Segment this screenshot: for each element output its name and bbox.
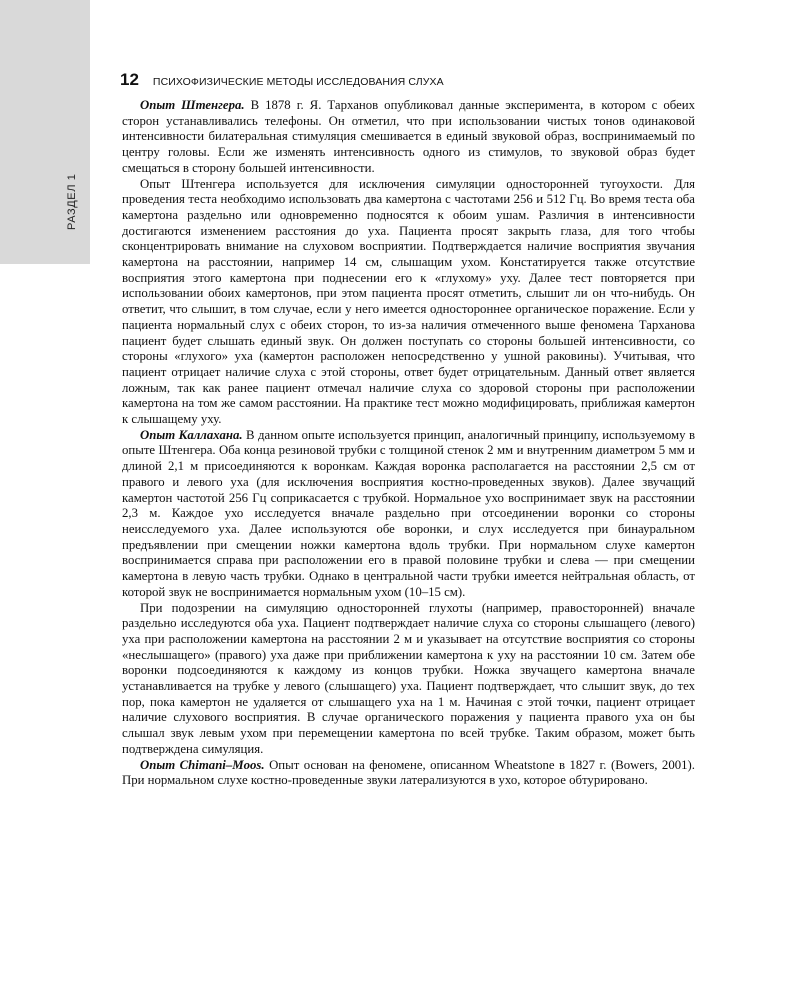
paragraph-stenger-procedure [122,177,695,428]
run-in-heading-stenger: Опыт Штенгера. [140,98,245,112]
section-side-tab-label: РАЗДЕЛ 1 [66,173,78,230]
paragraph-callahan-simulation [122,601,695,758]
paragraph-callahan-intro [122,428,695,601]
paragraph-text: Опыт основан на феномене, описанном Wheatstone в 1827 г. (Bowers, 2001). При нормальном слухе костно-проведенные звуки латерализуются в ухо, которое обтурировано. [122,757,695,788]
run-in-heading-callahan: Опыт Каллахана. [140,427,243,442]
running-head: ПСИХОФИЗИЧЕСКИЕ МЕТОДЫ ИССЛЕДОВАНИЯ СЛУХА [152,76,444,88]
paragraph-text: В данном опыте используется принцип, аналогичный принципу, используемому в опыте Штенгера. Оба конца резиновой трубки с толщиной стенок 2 мм и внутренним диаметром 5 мм и длиной 2,1 м присоединяются к воронкам. Каждая воронка располагается на расстоянии 2,5 см от правого и левого уха (для исключения восприятия костно-проведенных звуков). Далее звучащий камертон частотой 256 Гц соприкасается с трубкой. Нормальное ухо воспринимает звук на расстоянии 2,3 м. Каждое ухо исследуется вначале раздельно при отсоединении воронки со стороны неисследуемого уха. Далее используются обе воронки, и слух исследуется при бинауральном предъявлении при смещении ножки камертона вдоль трубки. При нормальном слухе камертон воспринимается справа при расположении его в правой половине трубки и слева — при смещении камертона в левую часть трубки. Однако в центральной части трубки имеется нейтральная область, от которой звук не воспринимается нормальным ухом (10–15 см). [122,427,695,599]
page-body [122,98,695,789]
paragraph-text: Опыт Штенгера используется для исключения симуляции односторонней тугоухости. Для проведения теста необходимо использовать два камертона с частотами 256 и 512 Гц. Во время теста оба камертона раздельно или одновременно подносятся к обоим ушам. Различия в интенсивности достигаются изменением расстояния до уха. Пациента просят закрыть глаза, для того чтобы сконцентрировать внимание на слуховом восприятии. Подтверждается наличие восприятия звучания камертона на расстоянии, например 14 см, слышащим ухом. Констатируется также отсутствие восприятия этого камертона при поднесении его к «глухому» уху. Далее тест повторяется при использовании обоих камертонов, при этом пациента просят отметить, слышит ли он что-нибудь. Он ответит, что слышит, в том случае, если у него имеется одностороннее органическое поражение. Если у пациента нормальный слух с обеих сторон, то из-за наличия отмеченного выше феномена Тарханова пациент будет слышать единый звук. Он должен поступать со стороны большей интенсивности, со стороны «глухого» уха (камертон расположен непосредственно у ушной раковины). Учитывая, что пациент отрицает наличие слуха с этой стороны, ответ будет отрицательным. Данный ответ является ложным, так как ранее пациент отмечал наличие слуха со здоровой стороны при расположении камертона на том же самом расстоянии. На практике тест можно модифицировать, приближая камертон к слышащему уху. [122,176,695,427]
paragraph-text: При подозрении на симуляцию односторонней глухоты (например, правосторонней) вначале раздельно исследуются оба уха. Пациент подтверждает наличие слуха со стороны слышащего (левого) уха при расположении камертона на расстоянии 2 м и указывает на отсутствие восприятия со стороны «неслышащего» (правого) уха даже при приближении камертона к уху на расстоянии 10 см. Затем обе воронки подсоединяются к каждому из концов трубки. Ножка звучащего камертона вначале устанавливается на трубке у левого (слышащего) уха. Пациент подтверждает, что слышит звук, до тех пор, пока камертон не удаляется от слышащего уха на 1 м. Начиная с этой точки, пациент отрицает наличие слухового восприятия. В случае органического поражения у пациента правого уха он бы слышал звук левым ухом при перемещении камертона по всей трубке. Таким образом, может быть подтверждена симуляция. [122,600,695,756]
section-side-tab-label-wrap [66,170,80,230]
paragraph-stenger-intro [122,98,695,177]
run-in-heading-chimani-moos: Опыт Chimani–Moos. [140,757,265,772]
paragraph-text: В 1878 г. Я. Тарханов опубликовал данные эксперимента, в котором с обеих сторон устанавливались телефоны. Он отметил, что при использовании чистых тонов одинаковой интенсивности билатеральная стимуляция смешивается в единый звуковой образ, воспринимаемый по центру головы. Если же изменять интенсивность одного из стимулов, то звуковой образ будет смещаться в сторону большей интенсивности. [122,98,695,175]
paragraph-chimani-moos [122,758,695,789]
page-header [120,70,695,94]
page-number: 12 [120,70,139,89]
